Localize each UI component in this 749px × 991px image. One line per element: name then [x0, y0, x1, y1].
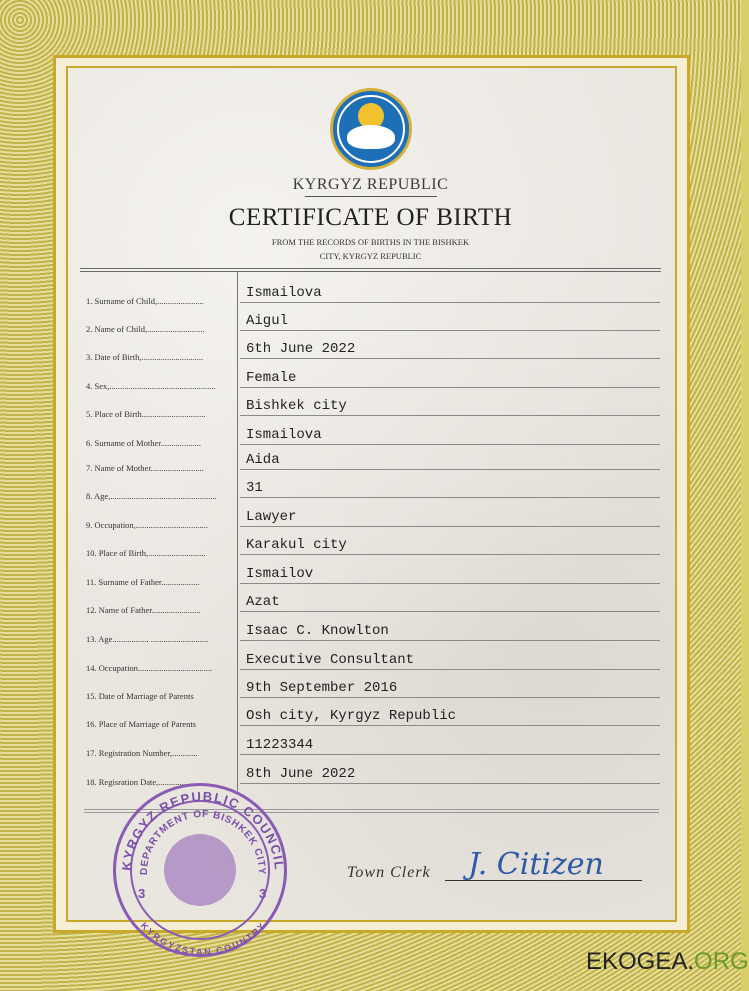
- field-underline: [240, 554, 660, 555]
- field-value: 11223344: [246, 737, 314, 753]
- seal-outer-text: KYRGYZ REPUBLIC COUNCIL: [118, 788, 288, 872]
- field-label: 10. Place of Birth,...........................: [86, 548, 206, 558]
- seal-number-left: 3: [138, 886, 146, 901]
- signature-text: J. Citizen: [468, 847, 604, 882]
- field-underline: [240, 783, 660, 784]
- field-label: 1. Surname of Child,......................: [86, 296, 204, 306]
- field-value: Aida: [246, 452, 280, 468]
- field-underline: [240, 725, 660, 726]
- clerk-signature: [462, 838, 642, 886]
- field-value: Osh city, Kyrgyz Republic: [246, 708, 457, 724]
- field-value: Aigul: [246, 313, 289, 329]
- field-underline: [240, 415, 660, 416]
- field-underline: [240, 526, 660, 527]
- document-subtitle-line2: CITY, KYRGYZ REPUBLIC: [319, 251, 422, 261]
- town-clerk-label: Town Clerk: [347, 864, 431, 881]
- field-label: 15. Date of Marriage of Parents: [86, 691, 194, 701]
- field-label: 7. Name of Mother.........................: [86, 463, 204, 473]
- field-label: 13. Age................. ...........................: [86, 634, 209, 644]
- country-underline: [305, 196, 437, 197]
- field-value: 31: [246, 480, 263, 496]
- field-value: Ismailov: [246, 566, 314, 582]
- field-label: 6. Surname of Mother...................: [86, 438, 201, 448]
- field-label: 9. Occupation,..................................: [86, 520, 209, 530]
- field-underline: [240, 330, 660, 331]
- field-underline: [240, 669, 660, 670]
- field-value: Lawyer: [246, 509, 297, 525]
- field-underline: [240, 611, 660, 612]
- country-name: KYRGYZ REPUBLIC: [292, 176, 449, 193]
- table-top-rule-2: [80, 271, 661, 272]
- field-underline: [240, 754, 660, 755]
- field-value: Ismailova: [246, 285, 322, 301]
- field-value: Ismailova: [246, 427, 322, 443]
- field-underline: [240, 640, 660, 641]
- field-label: 16. Place of Marriage of Parents: [86, 719, 196, 729]
- field-underline: [240, 387, 660, 388]
- field-value: Executive Consultant: [246, 652, 415, 668]
- field-underline: [240, 697, 660, 698]
- document-title: CERTIFICATE OF BIRTH: [228, 204, 513, 231]
- table-top-rule: [80, 268, 661, 269]
- field-value: 9th September 2016: [246, 680, 398, 696]
- document-subtitle-line1: FROM THE RECORDS OF BIRTHS IN THE BISHKEK: [271, 237, 470, 247]
- field-value: Karakul city: [246, 537, 347, 553]
- seal-bottom-text: KYRGYZSTAN COUNTRY: [138, 920, 268, 958]
- field-label: 4. Sex,..................................................: [86, 381, 216, 391]
- field-underline: [240, 358, 660, 359]
- watermark-part2: ORG: [694, 948, 749, 975]
- field-value: Azat: [246, 594, 280, 610]
- seal-inner-text: DEPARTMENT OF BISHKEK CITY: [138, 808, 268, 876]
- field-label: 12. Name of Father.......................: [86, 605, 201, 615]
- field-value: 8th June 2022: [246, 766, 356, 782]
- svg-text:KYRGYZSTAN COUNTRY: [139, 920, 268, 957]
- state-emblem-icon: [330, 88, 412, 170]
- field-value: 6th June 2022: [246, 341, 356, 357]
- field-label: 14. Occupation...................................: [86, 663, 213, 673]
- field-underline: [240, 302, 660, 303]
- field-value: Female: [246, 370, 297, 386]
- field-label: 5. Place of Birth..............................: [86, 409, 206, 419]
- watermark-part1: EKOGEA.: [586, 948, 695, 975]
- field-label: 8. Age,..................................................: [86, 491, 217, 501]
- field-value: Isaac C. Knowlton: [246, 623, 389, 639]
- field-underline: [240, 497, 660, 498]
- field-underline: [240, 444, 660, 445]
- field-value: Bishkek city: [246, 398, 347, 414]
- field-underline: [240, 583, 660, 584]
- table-column-divider: [237, 271, 238, 791]
- seal-number-right: 3: [259, 886, 267, 901]
- field-label: 17. Registration Number,............: [86, 748, 198, 758]
- field-underline: [240, 469, 660, 470]
- field-label: 18. Regisration Date,.................: [86, 777, 195, 787]
- council-seal-stamp: [113, 783, 287, 957]
- site-watermark: [586, 948, 749, 976]
- field-label: 2. Name of Child,...........................: [86, 324, 205, 334]
- field-label: 3. Date of Birth,.............................: [86, 352, 204, 362]
- field-label: 11. Surname of Father..................: [86, 577, 200, 587]
